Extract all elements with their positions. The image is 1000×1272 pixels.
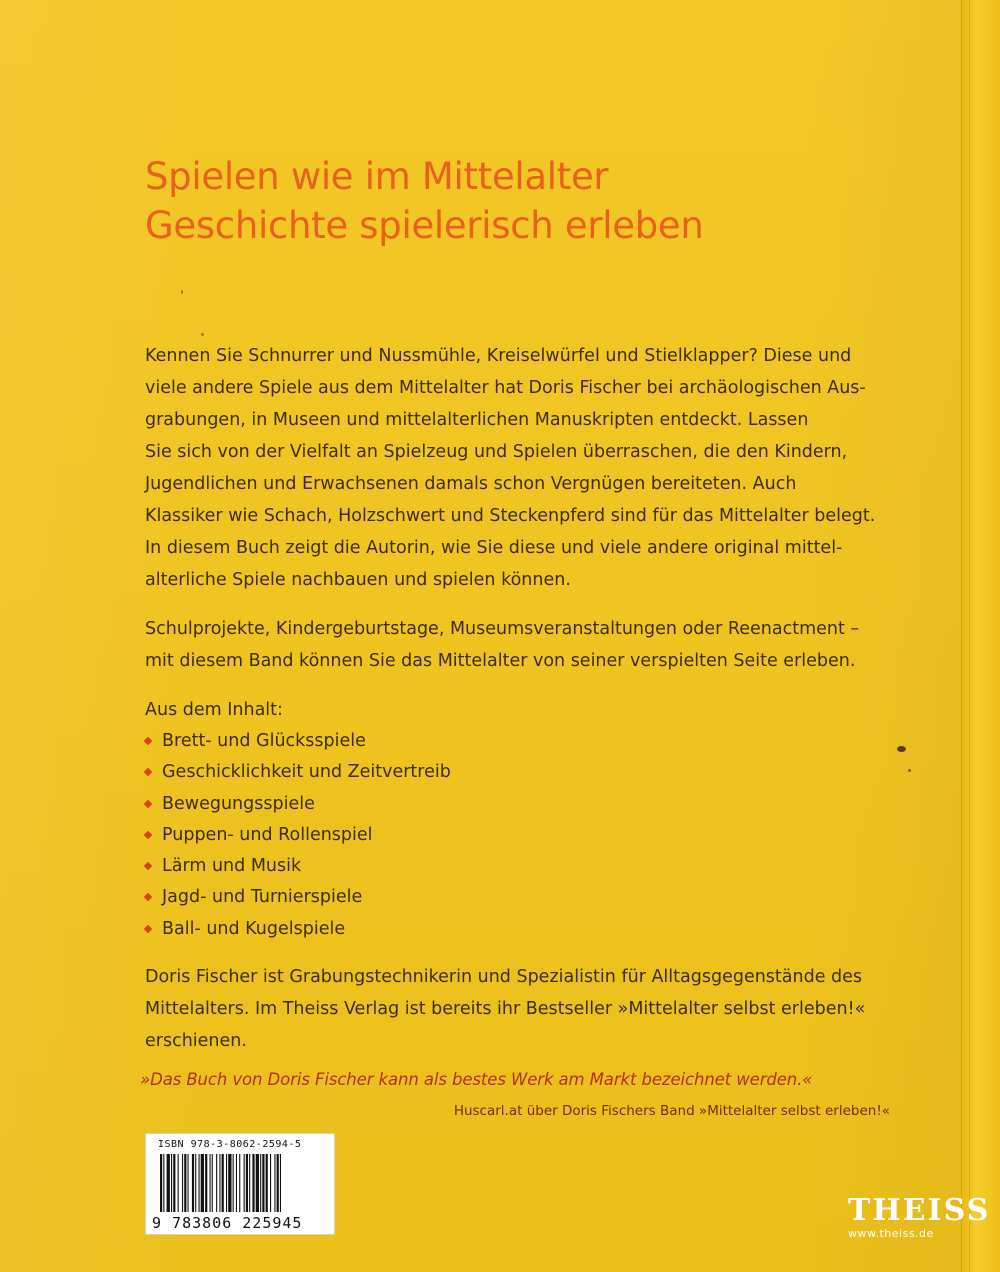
publisher-url: www.theiss.de — [848, 1227, 934, 1240]
ean-number: 9 783806 225945 — [152, 1214, 303, 1232]
ink-speck — [908, 769, 911, 772]
quote-attribution: Huscarl.at über Doris Fischers Band »Mittelalter selbst erleben!« — [453, 1103, 890, 1119]
diamond-bullet-icon — [144, 893, 152, 901]
text-line: Jugendlichen und Erwachsenen damals schon Vergnügen bereiteten. Auch — [145, 474, 797, 494]
list-item — [145, 851, 905, 882]
ink-speck — [181, 290, 183, 294]
author-bio — [145, 961, 905, 1057]
text-line: alterliche Spiele nachbauen und spielen können. — [145, 570, 571, 590]
cover-edge-line — [969, 0, 970, 1272]
text-line: viele andere Spiele aus dem Mittelalter hat Doris Fischer bei archäologischen Aus- — [145, 378, 866, 398]
publisher-logo — [848, 1194, 990, 1240]
blurb — [145, 340, 905, 1074]
diamond-bullet-icon — [144, 799, 152, 807]
contents-heading: Aus dem Inhalt: — [145, 700, 283, 720]
list-item-label: Bewegungsspiele — [162, 793, 315, 814]
barcode-bars-icon — [160, 1154, 322, 1214]
list-item — [145, 882, 905, 913]
cover-edge — [961, 0, 1000, 1272]
list-item — [145, 757, 905, 788]
ink-speck — [897, 746, 906, 752]
text-line: mit diesem Band können Sie das Mittelalter von seiner verspielten Seite erleben. — [145, 651, 856, 671]
barcode — [145, 1133, 335, 1235]
text-line: Klassiker wie Schach, Holzschwert und Steckenpferd sind für das Mittelalter belegt. — [145, 506, 876, 526]
ink-speck — [201, 333, 204, 336]
text-line: Schulprojekte, Kindergeburtstage, Museumsveranstaltungen oder Reenactment – — [145, 619, 860, 639]
text-line: In diesem Buch zeigt die Autorin, wie Sie diese und viele andere original mittel- — [145, 538, 843, 558]
list-item-label: Ball- und Kugelspiele — [162, 918, 346, 939]
list-item-label: Geschicklichkeit und Zeitvertreib — [162, 762, 451, 783]
list-item — [145, 726, 905, 757]
list-item-label: Brett- und Glücksspiele — [162, 731, 366, 751]
diamond-bullet-icon — [144, 831, 152, 839]
text-line: Sie sich von der Vielfalt an Spielzeug und Spielen überraschen, die den Kindern, — [145, 442, 848, 462]
diamond-bullet-icon — [144, 862, 152, 870]
text-line: grabungen, in Museen und mittelalterlichen Manuskripten entdeckt. Lassen — [145, 410, 809, 430]
title-line-1: Spielen wie im Mittelalter — [145, 155, 609, 198]
book-title — [145, 152, 704, 250]
text-line: Doris Fischer ist Grabungstechnikerin und Spezialistin für Alltagsgegenstände des — [145, 967, 863, 988]
diamond-bullet-icon — [144, 768, 152, 776]
isbn-number: ISBN 978-3-8062-2594-5 — [158, 1139, 302, 1150]
text-line: Mittelalters. Im Theiss Verlag ist bereits ihr Bestseller »Mittelalter selbst erleben!« — [145, 999, 866, 1020]
diamond-bullet-icon — [144, 737, 152, 745]
usage-paragraph — [145, 613, 905, 677]
list-item-label: Lärm und Musik — [162, 856, 302, 877]
diamond-bullet-icon — [144, 925, 152, 933]
contents-list — [145, 726, 905, 945]
description-paragraph — [145, 340, 905, 596]
list-item — [145, 820, 905, 851]
list-item — [145, 914, 905, 945]
title-line-2: Geschichte spielerisch erleben — [145, 204, 704, 247]
text-line: Kennen Sie Schnurrer und Nussmühle, Kreiselwürfel und Stielklapper? Diese und — [145, 346, 852, 366]
text-line: erschienen. — [145, 1031, 247, 1052]
list-item-label: Puppen- und Rollenspiel — [162, 824, 373, 845]
list-item — [145, 789, 905, 820]
list-item-label: Jagd- und Turnierspiele — [162, 887, 363, 908]
publisher-name: THEISS — [848, 1193, 991, 1228]
review-quote: »Das Buch von Doris Fischer kann als bestes Werk am Markt bezeichnet werden.« — [140, 1070, 813, 1089]
